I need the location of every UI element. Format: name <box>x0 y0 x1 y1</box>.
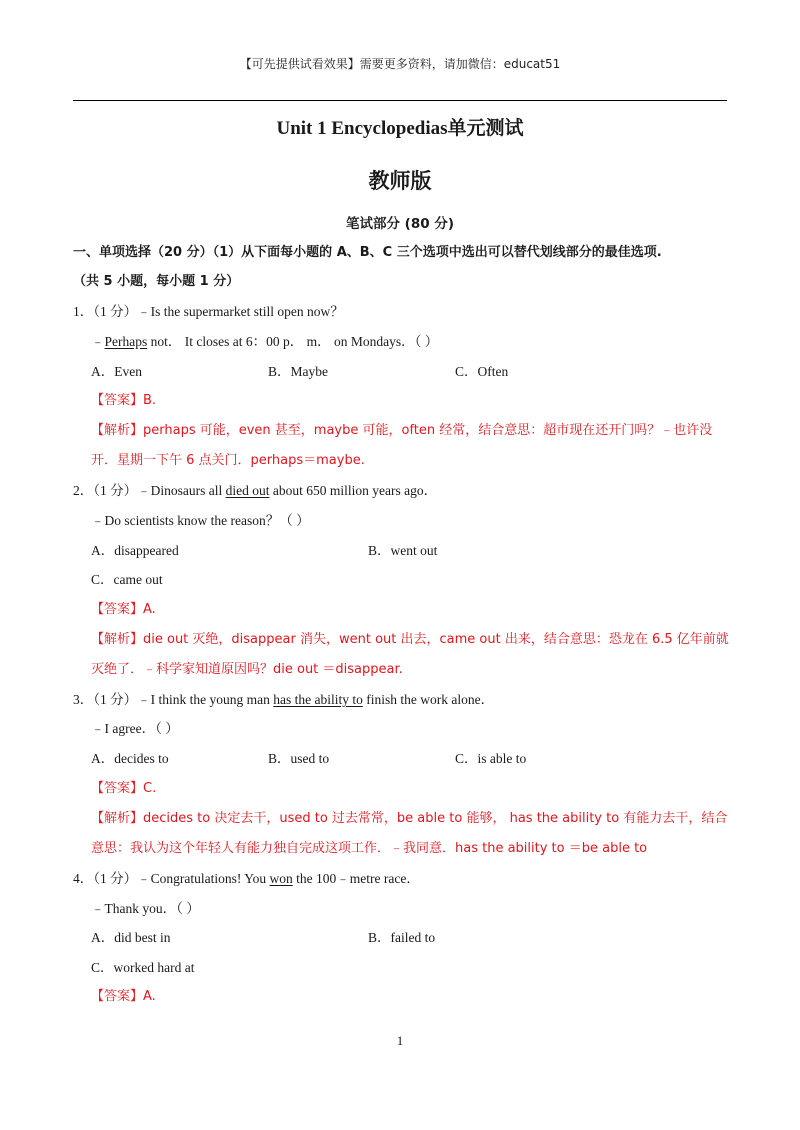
q2-option-a: A．disappeared <box>91 543 179 558</box>
q3-option-c: C．is able to <box>455 751 527 766</box>
q3-post: finish the work alone． <box>362 692 495 707</box>
q2-underlined: died out <box>225 483 270 498</box>
q3-option-a: A．decides to <box>91 751 169 766</box>
q3-answer: 【答案】C. <box>91 781 157 796</box>
section-heading: 一、单项选择（20 分）（1）从下面每小题的 A、B、C 三个选项中选出可以替代划线部分的最佳选项. <box>73 245 662 260</box>
page-title: Unit 1 Encyclopedias单元测试 <box>276 118 524 139</box>
question-4-stem-line2: ﹣Thank you．（ ） <box>91 901 200 916</box>
question-3-stem <box>73 691 494 709</box>
q2-post: about 650 million years ago． <box>269 483 438 498</box>
q2-option-b: B．went out <box>368 543 438 558</box>
q2-option-c: C．came out <box>91 572 163 587</box>
q4-option-a: A．did best in <box>91 930 171 945</box>
q3-analysis: 【解析】decides to 决定去干，used to 过去常常，be able to 能够， has the ability to 有能力去干，结合 <box>91 811 728 826</box>
part-heading: 笔试部分 (80 分) <box>345 216 455 232</box>
q1-underlined: Perhaps <box>104 334 148 349</box>
q1-dash: ﹣ <box>91 334 105 349</box>
q4-post: the 100﹣metre race． <box>292 871 420 886</box>
page-subtitle: 教师版 <box>368 169 432 193</box>
q2-analysis: 【解析】die out 灭绝，disappear 消失，went out 出去，came out 出来，结合意思：恐龙在 6.5 亿年前就 <box>91 632 729 647</box>
header-note: 【可先提供试看效果】需要更多资料，请加微信：educat51 <box>239 57 561 71</box>
q4-pre: 4．（1 分）﹣Congratulations! You <box>73 871 270 886</box>
section-heading-cont: （共 5 小题，每小题 1 分） <box>73 274 240 289</box>
header-rule <box>73 100 727 101</box>
page-number: 1 <box>396 1033 404 1048</box>
question-2-stem <box>73 482 437 500</box>
q1-analysis: 【解析】perhaps 可能，even 甚至，maybe 可能，often 经常，结合意思：超市现在还开门吗？﹣也许没 <box>91 423 713 438</box>
q3-option-b: B．used to <box>268 751 330 766</box>
q1-option-a: A．Even <box>91 364 142 379</box>
q2-analysis-cont: 灭绝了．﹣科学家知道原因吗？die out ＝disappear. <box>91 662 403 677</box>
question-3-stem-line2: ﹣I agree．（ ） <box>91 721 179 736</box>
q3-underlined: has the ability to <box>273 692 363 707</box>
q3-analysis-cont: 意思：我认为这个年轻人有能力独自完成这项工作．﹣我同意．has the ability to ＝be able to <box>91 841 648 856</box>
question-4-stem <box>73 870 420 888</box>
q1-answer: 【答案】B. <box>91 393 157 408</box>
q4-underlined: won <box>269 871 293 886</box>
q2-pre: 2．（1 分）﹣Dinosaurs all <box>73 483 226 498</box>
q1-option-b: B．Maybe <box>268 364 328 379</box>
q1-rest: not． It closes at 6：00 p． m． on Mondays．（ ） <box>147 334 439 349</box>
q2-answer: 【答案】A. <box>91 602 156 617</box>
question-1-stem: 1．（1 分）﹣Is the supermarket still open now？ <box>73 304 344 319</box>
q4-option-b: B．failed to <box>368 930 436 945</box>
q1-analysis-cont: 开．星期一下午 6 点关门．perhaps＝maybe. <box>91 453 365 468</box>
q4-option-c: C．worked hard at <box>91 960 195 975</box>
question-2-stem-line2: ﹣Do scientists know the reason？（ ） <box>91 513 310 528</box>
question-1-stem-line2 <box>91 333 438 351</box>
q1-option-c: C．Often <box>455 364 509 379</box>
q4-answer: 【答案】A. <box>91 989 156 1004</box>
q3-pre: 3．（1 分）﹣I think the young man <box>73 692 274 707</box>
